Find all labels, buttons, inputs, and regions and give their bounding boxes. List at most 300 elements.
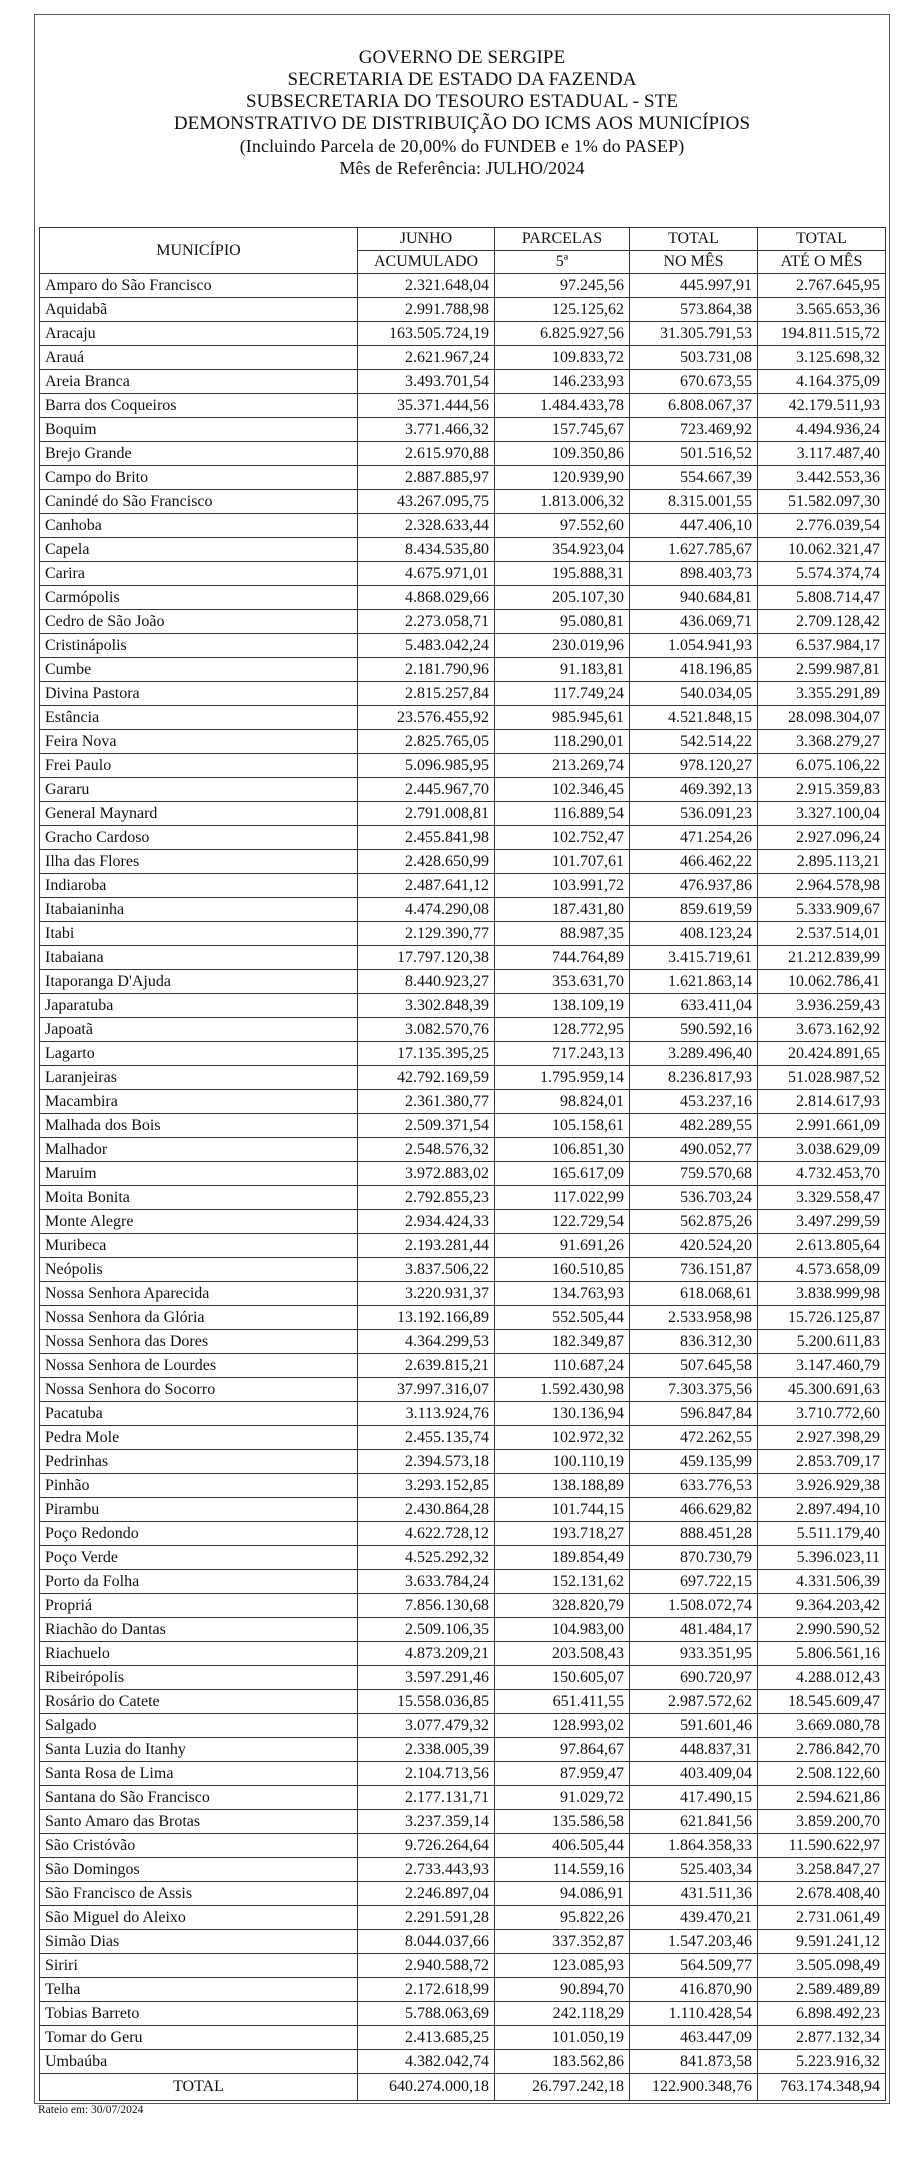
total-no-mes-cell: 723.469,92 bbox=[630, 418, 758, 442]
table-row bbox=[40, 538, 886, 562]
total-ate-o-mes-cell: 2.589.489,89 bbox=[758, 1978, 886, 2002]
parcelas-cell: 102.972,32 bbox=[495, 1426, 630, 1450]
total-ate-o-mes-cell: 2.895.113,21 bbox=[758, 850, 886, 874]
parcelas-cell: 88.987,35 bbox=[495, 922, 630, 946]
total-no-mes-cell: 759.570,68 bbox=[630, 1162, 758, 1186]
parcelas-cell: 195.888,31 bbox=[495, 562, 630, 586]
table-row bbox=[40, 1426, 886, 1450]
junho-acumulado-cell: 3.493.701,54 bbox=[358, 370, 495, 394]
total-ate-o-mes-cell: 4.164.375,09 bbox=[758, 370, 886, 394]
total-ate-o-mes-cell: 3.329.558,47 bbox=[758, 1186, 886, 1210]
total-ate-o-mes-cell: 11.590.622,97 bbox=[758, 1834, 886, 1858]
municipio-cell: Aracaju bbox=[40, 322, 358, 346]
total-ate-o-mes-cell: 15.726.125,87 bbox=[758, 1306, 886, 1330]
junho-acumulado-cell: 2.991.788,98 bbox=[358, 298, 495, 322]
col-header-parcelas: PARCELAS bbox=[495, 228, 630, 251]
parcelas-cell: 109.833,72 bbox=[495, 346, 630, 370]
junho-acumulado-cell: 4.364.299,53 bbox=[358, 1330, 495, 1354]
total-no-mes-cell: 466.462,22 bbox=[630, 850, 758, 874]
total-ate-o-mes-cell: 2.927.398,29 bbox=[758, 1426, 886, 1450]
total-ate-o-mes-cell: 2.594.621,86 bbox=[758, 1786, 886, 1810]
municipio-cell: Pirambu bbox=[40, 1498, 358, 1522]
col-header-total-ate: TOTAL bbox=[758, 228, 886, 251]
municipio-cell: Nossa Senhora das Dores bbox=[40, 1330, 358, 1354]
table-row bbox=[40, 1882, 886, 1906]
table-row bbox=[40, 970, 886, 994]
municipio-cell: Macambira bbox=[40, 1090, 358, 1114]
junho-acumulado-cell: 7.856.130,68 bbox=[358, 1594, 495, 1618]
total-ate-o-mes-cell: 5.333.909,67 bbox=[758, 898, 886, 922]
junho-acumulado-cell: 2.413.685,25 bbox=[358, 2026, 495, 2050]
table-row bbox=[40, 466, 886, 490]
table-row bbox=[40, 1162, 886, 1186]
total-no-mes-cell: 564.509,77 bbox=[630, 1954, 758, 1978]
table-row bbox=[40, 1114, 886, 1138]
parcelas-cell: 123.085,93 bbox=[495, 1954, 630, 1978]
total-ate-o-mes-cell: 3.117.487,40 bbox=[758, 442, 886, 466]
municipio-cell: Aquidabã bbox=[40, 298, 358, 322]
total-no-mes-cell: 859.619,59 bbox=[630, 898, 758, 922]
municipio-cell: Pacatuba bbox=[40, 1402, 358, 1426]
total-ate-o-mes-cell: 6.075.106,22 bbox=[758, 754, 886, 778]
municipio-cell: Campo do Brito bbox=[40, 466, 358, 490]
parcelas-cell: 651.411,55 bbox=[495, 1690, 630, 1714]
parcelas-cell: 193.718,27 bbox=[495, 1522, 630, 1546]
municipio-cell: Laranjeiras bbox=[40, 1066, 358, 1090]
municipio-cell: Cumbe bbox=[40, 658, 358, 682]
municipio-cell: Estância bbox=[40, 706, 358, 730]
total-no-mes-cell: 554.667,39 bbox=[630, 466, 758, 490]
total-ate-o-mes-cell: 5.808.714,47 bbox=[758, 586, 886, 610]
total-ate-o-mes-cell: 5.223.916,32 bbox=[758, 2050, 886, 2074]
table-row bbox=[40, 1618, 886, 1642]
municipio-cell: Nossa Senhora de Lourdes bbox=[40, 1354, 358, 1378]
junho-acumulado-cell: 2.792.855,23 bbox=[358, 1186, 495, 1210]
table-row bbox=[40, 2026, 886, 2050]
junho-acumulado-cell: 2.825.765,05 bbox=[358, 730, 495, 754]
junho-acumulado-cell: 4.382.042,74 bbox=[358, 2050, 495, 2074]
table-row bbox=[40, 346, 886, 370]
junho-acumulado-cell: 2.940.588,72 bbox=[358, 1954, 495, 1978]
parcelas-cell: 116.889,54 bbox=[495, 802, 630, 826]
municipio-cell: Umbaúba bbox=[40, 2050, 358, 2074]
municipio-cell: Muribeca bbox=[40, 1234, 358, 1258]
total-ate-o-mes-cell: 2.678.408,40 bbox=[758, 1882, 886, 1906]
total-ate-o-mes-cell: 10.062.786,41 bbox=[758, 970, 886, 994]
total-ate-o-mes-cell: 2.814.617,93 bbox=[758, 1090, 886, 1114]
junho-acumulado-cell: 8.434.535,80 bbox=[358, 538, 495, 562]
table-row bbox=[40, 1306, 886, 1330]
table-row bbox=[40, 1666, 886, 1690]
total-no-mes-cell: 1.054.941,93 bbox=[630, 634, 758, 658]
total-no-mes-cell: 408.123,24 bbox=[630, 922, 758, 946]
col-header-ate-o-mes: ATÉ O MÊS bbox=[758, 251, 886, 274]
table-row bbox=[40, 1690, 886, 1714]
total-ate-o-mes-cell: 20.424.891,65 bbox=[758, 1042, 886, 1066]
municipio-cell: Itabaianinha bbox=[40, 898, 358, 922]
table-row bbox=[40, 1138, 886, 1162]
parcelas-cell: 189.854,49 bbox=[495, 1546, 630, 1570]
table-row bbox=[40, 1930, 886, 1954]
junho-acumulado-cell: 43.267.095,75 bbox=[358, 490, 495, 514]
total-ate-o-mes-cell: 5.806.561,16 bbox=[758, 1642, 886, 1666]
icms-distribution-table bbox=[39, 227, 886, 2101]
total-no-mes-cell: 431.511,36 bbox=[630, 1882, 758, 1906]
total-no-mes-cell: 536.703,24 bbox=[630, 1186, 758, 1210]
total-ate-o-mes-cell: 4.331.506,39 bbox=[758, 1570, 886, 1594]
junho-acumulado-cell: 4.675.971,01 bbox=[358, 562, 495, 586]
total-ate-o-mes-cell: 10.062.321,47 bbox=[758, 538, 886, 562]
table-row bbox=[40, 442, 886, 466]
parcelas-cell: 406.505,44 bbox=[495, 1834, 630, 1858]
parcelas-cell: 95.080,81 bbox=[495, 610, 630, 634]
parcelas-cell: 102.346,45 bbox=[495, 778, 630, 802]
municipio-cell: Japaratuba bbox=[40, 994, 358, 1018]
table-row bbox=[40, 1570, 886, 1594]
junho-acumulado-cell: 13.192.166,89 bbox=[358, 1306, 495, 1330]
municipio-cell: Canindé do São Francisco bbox=[40, 490, 358, 514]
junho-acumulado-cell: 4.474.290,08 bbox=[358, 898, 495, 922]
parcelas-cell: 134.763,93 bbox=[495, 1282, 630, 1306]
total-ate-o-mes-cell: 51.028.987,52 bbox=[758, 1066, 886, 1090]
parcelas-cell: 744.764,89 bbox=[495, 946, 630, 970]
total-no-mes-cell: 481.484,17 bbox=[630, 1618, 758, 1642]
table-row bbox=[40, 586, 886, 610]
parcelas-cell: 91.183,81 bbox=[495, 658, 630, 682]
table-row bbox=[40, 274, 886, 298]
municipio-cell: Malhador bbox=[40, 1138, 358, 1162]
junho-acumulado-cell: 3.237.359,14 bbox=[358, 1810, 495, 1834]
total-ate-o-mes-cell: 3.926.929,38 bbox=[758, 1474, 886, 1498]
table-row bbox=[40, 1954, 886, 1978]
municipio-cell: São Francisco de Assis bbox=[40, 1882, 358, 1906]
table-header bbox=[40, 228, 886, 274]
table-row bbox=[40, 1498, 886, 1522]
total-ate-o-mes-cell: 2.853.709,17 bbox=[758, 1450, 886, 1474]
table-row bbox=[40, 1546, 886, 1570]
table-row bbox=[40, 754, 886, 778]
parcelas-cell: 97.552,60 bbox=[495, 514, 630, 538]
junho-acumulado-cell: 8.440.923,27 bbox=[358, 970, 495, 994]
parcelas-cell: 91.029,72 bbox=[495, 1786, 630, 1810]
junho-acumulado-cell: 2.428.650,99 bbox=[358, 850, 495, 874]
municipio-cell: Cristinápolis bbox=[40, 634, 358, 658]
total-ate-o-mes-cell: 42.179.511,93 bbox=[758, 394, 886, 418]
table-row bbox=[40, 394, 886, 418]
total-no-mes-cell: 940.684,81 bbox=[630, 586, 758, 610]
total-ate-o-mes-cell: 9.591.241,12 bbox=[758, 1930, 886, 1954]
total-no-mes-cell: 1.864.358,33 bbox=[630, 1834, 758, 1858]
municipio-cell: Neópolis bbox=[40, 1258, 358, 1282]
junho-acumulado-cell: 2.455.841,98 bbox=[358, 826, 495, 850]
total-no-mes-cell: 3.289.496,40 bbox=[630, 1042, 758, 1066]
municipio-cell: Malhada dos Bois bbox=[40, 1114, 358, 1138]
municipio-cell: Riachuelo bbox=[40, 1642, 358, 1666]
table-row bbox=[40, 706, 886, 730]
header-government: GOVERNO DE SERGIPE bbox=[358, 47, 566, 68]
parcelas-cell: 146.233,93 bbox=[495, 370, 630, 394]
header-secretariat: SECRETARIA DE ESTADO DA FAZENDA bbox=[287, 69, 637, 90]
total-no-mes-cell: 573.864,38 bbox=[630, 298, 758, 322]
total-no-mes-cell: 418.196,85 bbox=[630, 658, 758, 682]
total-ate-o-mes-cell: 2.537.514,01 bbox=[758, 922, 886, 946]
document-header bbox=[35, 15, 889, 205]
total-ate-o-mes-cell: 3.936.259,43 bbox=[758, 994, 886, 1018]
total-no-mes-cell: 417.490,15 bbox=[630, 1786, 758, 1810]
municipio-cell: Siriri bbox=[40, 1954, 358, 1978]
table-row bbox=[40, 1042, 886, 1066]
municipio-cell: Ilha das Flores bbox=[40, 850, 358, 874]
table-row bbox=[40, 1090, 886, 1114]
total-no-mes-cell: 670.673,55 bbox=[630, 370, 758, 394]
junho-acumulado-cell: 2.733.443,93 bbox=[358, 1858, 495, 1882]
total-ate-o-mes-cell: 21.212.839,99 bbox=[758, 946, 886, 970]
parcelas-cell: 130.136,94 bbox=[495, 1402, 630, 1426]
total-ate-o-mes-cell: 5.574.374,74 bbox=[758, 562, 886, 586]
junho-acumulado-cell: 2.887.885,97 bbox=[358, 466, 495, 490]
municipio-cell: Simão Dias bbox=[40, 1930, 358, 1954]
municipio-cell: Santana do São Francisco bbox=[40, 1786, 358, 1810]
total-ate-o-mes-cell: 194.811.515,72 bbox=[758, 322, 886, 346]
municipio-cell: Propriá bbox=[40, 1594, 358, 1618]
junho-acumulado-cell: 2.615.970,88 bbox=[358, 442, 495, 466]
total-no-mes-cell: 436.069,71 bbox=[630, 610, 758, 634]
parcelas-cell: 552.505,44 bbox=[495, 1306, 630, 1330]
total-no-mes-cell: 1.110.428,54 bbox=[630, 2002, 758, 2026]
junho-acumulado-cell: 2.487.641,12 bbox=[358, 874, 495, 898]
municipio-cell: Carira bbox=[40, 562, 358, 586]
total-ate-o-mes-cell: 5.200.611,83 bbox=[758, 1330, 886, 1354]
table-row bbox=[40, 1978, 886, 2002]
municipio-cell: Barra dos Coqueiros bbox=[40, 394, 358, 418]
total-ate-o-mes-cell: 3.838.999,98 bbox=[758, 1282, 886, 1306]
table-row bbox=[40, 514, 886, 538]
junho-acumulado-cell: 3.633.784,24 bbox=[358, 1570, 495, 1594]
total-no-mes-cell: 459.135,99 bbox=[630, 1450, 758, 1474]
junho-acumulado-cell: 2.934.424,33 bbox=[358, 1210, 495, 1234]
total-ate-o-mes-cell: 2.709.128,42 bbox=[758, 610, 886, 634]
parcelas-cell: 354.923,04 bbox=[495, 538, 630, 562]
total-ate-o-mes-cell: 2.877.132,34 bbox=[758, 2026, 886, 2050]
junho-acumulado-cell: 2.445.967,70 bbox=[358, 778, 495, 802]
table-row bbox=[40, 370, 886, 394]
municipio-cell: Boquim bbox=[40, 418, 358, 442]
total-ate-o-mes-cell: 2.613.805,64 bbox=[758, 1234, 886, 1258]
parcelas-cell: 122.729,54 bbox=[495, 1210, 630, 1234]
table-row bbox=[40, 1330, 886, 1354]
parcelas-cell: 118.290,01 bbox=[495, 730, 630, 754]
table-body bbox=[40, 274, 886, 2074]
total-ate-o-mes-cell: 2.897.494,10 bbox=[758, 1498, 886, 1522]
junho-acumulado-cell: 3.077.479,32 bbox=[358, 1714, 495, 1738]
junho-acumulado-cell: 2.815.257,84 bbox=[358, 682, 495, 706]
col-header-acumulado: ACUMULADO bbox=[358, 251, 495, 274]
total-no-mes-cell: 736.151,87 bbox=[630, 1258, 758, 1282]
municipio-cell: Pinhão bbox=[40, 1474, 358, 1498]
municipio-cell: Poço Verde bbox=[40, 1546, 358, 1570]
junho-acumulado-cell: 2.548.576,32 bbox=[358, 1138, 495, 1162]
municipio-cell: Japoatã bbox=[40, 1018, 358, 1042]
table-row bbox=[40, 1066, 886, 1090]
total-ate-o-mes-cell: 2.915.359,83 bbox=[758, 778, 886, 802]
municipio-cell: Gararu bbox=[40, 778, 358, 802]
parcelas-cell: 1.795.959,14 bbox=[495, 1066, 630, 1090]
parcelas-cell: 101.707,61 bbox=[495, 850, 630, 874]
total-no-mes-cell: 403.409,04 bbox=[630, 1762, 758, 1786]
parcelas-cell: 128.772,95 bbox=[495, 1018, 630, 1042]
total-no-mes-cell: 420.524,20 bbox=[630, 1234, 758, 1258]
junho-acumulado-cell: 2.273.058,71 bbox=[358, 610, 495, 634]
total-no-mes-cell: 416.870,90 bbox=[630, 1978, 758, 2002]
total-no-mes-cell: 836.312,30 bbox=[630, 1330, 758, 1354]
parcelas-cell: 203.508,43 bbox=[495, 1642, 630, 1666]
municipio-cell: Porto da Folha bbox=[40, 1570, 358, 1594]
parcelas-cell: 117.022,99 bbox=[495, 1186, 630, 1210]
total-parcelas: 26.797.242,18 bbox=[495, 2074, 630, 2101]
total-ate-o-mes-cell: 2.786.842,70 bbox=[758, 1738, 886, 1762]
table-row bbox=[40, 1594, 886, 1618]
parcelas-cell: 230.019,96 bbox=[495, 634, 630, 658]
junho-acumulado-cell: 15.558.036,85 bbox=[358, 1690, 495, 1714]
parcelas-cell: 102.752,47 bbox=[495, 826, 630, 850]
junho-acumulado-cell: 2.394.573,18 bbox=[358, 1450, 495, 1474]
total-ate-o-mes-cell: 6.898.492,23 bbox=[758, 2002, 886, 2026]
total-no-mes-cell: 525.403,34 bbox=[630, 1858, 758, 1882]
parcelas-cell: 114.559,16 bbox=[495, 1858, 630, 1882]
municipio-cell: Canhoba bbox=[40, 514, 358, 538]
table-row bbox=[40, 1258, 886, 1282]
table-row bbox=[40, 2050, 886, 2074]
total-no-mes-cell: 633.411,04 bbox=[630, 994, 758, 1018]
parcelas-cell: 138.109,19 bbox=[495, 994, 630, 1018]
header-subsecretariat: SUBSECRETARIA DO TESOURO ESTADUAL - STE bbox=[245, 91, 679, 112]
total-ate-o-mes-cell: 3.327.100,04 bbox=[758, 802, 886, 826]
total-ate-o-mes-cell: 5.396.023,11 bbox=[758, 1546, 886, 1570]
municipio-cell: General Maynard bbox=[40, 802, 358, 826]
total-ate-o-mes-cell: 3.038.629,09 bbox=[758, 1138, 886, 1162]
total-ate-o-mes-cell: 4.494.936,24 bbox=[758, 418, 886, 442]
table-row bbox=[40, 1450, 886, 1474]
junho-acumulado-cell: 5.788.063,69 bbox=[358, 2002, 495, 2026]
total-ate-o-mes-cell: 6.537.984,17 bbox=[758, 634, 886, 658]
municipio-cell: Frei Paulo bbox=[40, 754, 358, 778]
junho-acumulado-cell: 2.181.790,96 bbox=[358, 658, 495, 682]
table-row bbox=[40, 490, 886, 514]
parcelas-cell: 110.687,24 bbox=[495, 1354, 630, 1378]
junho-acumulado-cell: 2.338.005,39 bbox=[358, 1738, 495, 1762]
total-no-mes-cell: 690.720,97 bbox=[630, 1666, 758, 1690]
table-row bbox=[40, 802, 886, 826]
junho-acumulado-cell: 3.082.570,76 bbox=[358, 1018, 495, 1042]
total-no-mes-cell: 841.873,58 bbox=[630, 2050, 758, 2074]
parcelas-cell: 128.993,02 bbox=[495, 1714, 630, 1738]
document-page bbox=[34, 14, 890, 2104]
table-row bbox=[40, 946, 886, 970]
total-ate-o-mes-cell: 3.505.098,49 bbox=[758, 1954, 886, 1978]
municipio-cell: Riachão do Dantas bbox=[40, 1618, 358, 1642]
total-no-mes-cell: 888.451,28 bbox=[630, 1522, 758, 1546]
total-no-mes-cell: 490.052,77 bbox=[630, 1138, 758, 1162]
header-report-title: DEMONSTRATIVO DE DISTRIBUIÇÃO DO ICMS AOS MUNICÍPIOS bbox=[173, 113, 751, 134]
municipio-cell: Santa Luzia do Itanhy bbox=[40, 1738, 358, 1762]
total-no-mes-cell: 933.351,95 bbox=[630, 1642, 758, 1666]
municipio-cell: Brejo Grande bbox=[40, 442, 358, 466]
parcelas-cell: 1.592.430,98 bbox=[495, 1378, 630, 1402]
total-ate-o-mes-cell: 28.098.304,07 bbox=[758, 706, 886, 730]
total-no-mes-cell: 482.289,55 bbox=[630, 1114, 758, 1138]
total-no-mes-cell: 978.120,27 bbox=[630, 754, 758, 778]
parcelas-cell: 183.562,86 bbox=[495, 2050, 630, 2074]
total-ate-o-mes-cell: 45.300.691,63 bbox=[758, 1378, 886, 1402]
municipio-cell: Monte Alegre bbox=[40, 1210, 358, 1234]
total-no-mes-cell: 536.091,23 bbox=[630, 802, 758, 826]
municipio-cell: Divina Pastora bbox=[40, 682, 358, 706]
parcelas-cell: 100.110,19 bbox=[495, 1450, 630, 1474]
parcelas-cell: 95.822,26 bbox=[495, 1906, 630, 1930]
junho-acumulado-cell: 4.868.029,66 bbox=[358, 586, 495, 610]
total-no-mes-cell: 540.034,05 bbox=[630, 682, 758, 706]
junho-acumulado-cell: 2.791.008,81 bbox=[358, 802, 495, 826]
junho-acumulado-cell: 3.972.883,02 bbox=[358, 1162, 495, 1186]
junho-acumulado-cell: 3.113.924,76 bbox=[358, 1402, 495, 1426]
total-no-mes-cell: 501.516,52 bbox=[630, 442, 758, 466]
junho-acumulado-cell: 2.177.131,71 bbox=[358, 1786, 495, 1810]
table-row bbox=[40, 778, 886, 802]
table-row bbox=[40, 298, 886, 322]
total-no-mes-cell: 445.997,91 bbox=[630, 274, 758, 298]
parcelas-cell: 91.691,26 bbox=[495, 1234, 630, 1258]
junho-acumulado-cell: 2.361.380,77 bbox=[358, 1090, 495, 1114]
total-no-mes-cell: 618.068,61 bbox=[630, 1282, 758, 1306]
parcelas-cell: 125.125,62 bbox=[495, 298, 630, 322]
total-no-mes-cell: 463.447,09 bbox=[630, 2026, 758, 2050]
total-no-mes-cell: 591.601,46 bbox=[630, 1714, 758, 1738]
total-ate-o-mes-cell: 2.599.987,81 bbox=[758, 658, 886, 682]
parcelas-cell: 160.510,85 bbox=[495, 1258, 630, 1282]
junho-acumulado-cell: 2.455.135,74 bbox=[358, 1426, 495, 1450]
total-no-mes-cell: 898.403,73 bbox=[630, 562, 758, 586]
junho-acumulado-cell: 2.328.633,44 bbox=[358, 514, 495, 538]
total-no-mes-cell: 439.470,21 bbox=[630, 1906, 758, 1930]
total-no-mes-cell: 633.776,53 bbox=[630, 1474, 758, 1498]
total-no-mes-cell: 1.627.785,67 bbox=[630, 538, 758, 562]
table-row bbox=[40, 850, 886, 874]
total-no-mes-cell: 562.875,26 bbox=[630, 1210, 758, 1234]
header-fundeb-note: (Incluindo Parcela de 20,00% do FUNDEB e 1% do PASEP) bbox=[239, 136, 685, 156]
table-row bbox=[40, 1282, 886, 1306]
total-no-mes-cell: 1.508.072,74 bbox=[630, 1594, 758, 1618]
junho-acumulado-cell: 3.220.931,37 bbox=[358, 1282, 495, 1306]
col-header-junho: JUNHO bbox=[358, 228, 495, 251]
junho-acumulado-cell: 2.509.371,54 bbox=[358, 1114, 495, 1138]
total-ate-o-mes-cell: 3.669.080,78 bbox=[758, 1714, 886, 1738]
parcelas-cell: 985.945,61 bbox=[495, 706, 630, 730]
total-no-mes-cell: 7.303.375,56 bbox=[630, 1378, 758, 1402]
junho-acumulado-cell: 2.321.648,04 bbox=[358, 274, 495, 298]
municipio-cell: Cedro de São João bbox=[40, 610, 358, 634]
municipio-cell: Poço Redondo bbox=[40, 1522, 358, 1546]
table-row bbox=[40, 610, 886, 634]
parcelas-cell: 337.352,87 bbox=[495, 1930, 630, 1954]
table-row bbox=[40, 658, 886, 682]
total-no-mes-cell: 8.236.817,93 bbox=[630, 1066, 758, 1090]
total-row bbox=[40, 2074, 886, 2101]
junho-acumulado-cell: 3.837.506,22 bbox=[358, 1258, 495, 1282]
total-ate-o-mes-cell: 2.776.039,54 bbox=[758, 514, 886, 538]
junho-acumulado-cell: 23.576.455,92 bbox=[358, 706, 495, 730]
parcelas-cell: 87.959,47 bbox=[495, 1762, 630, 1786]
parcelas-cell: 205.107,30 bbox=[495, 586, 630, 610]
